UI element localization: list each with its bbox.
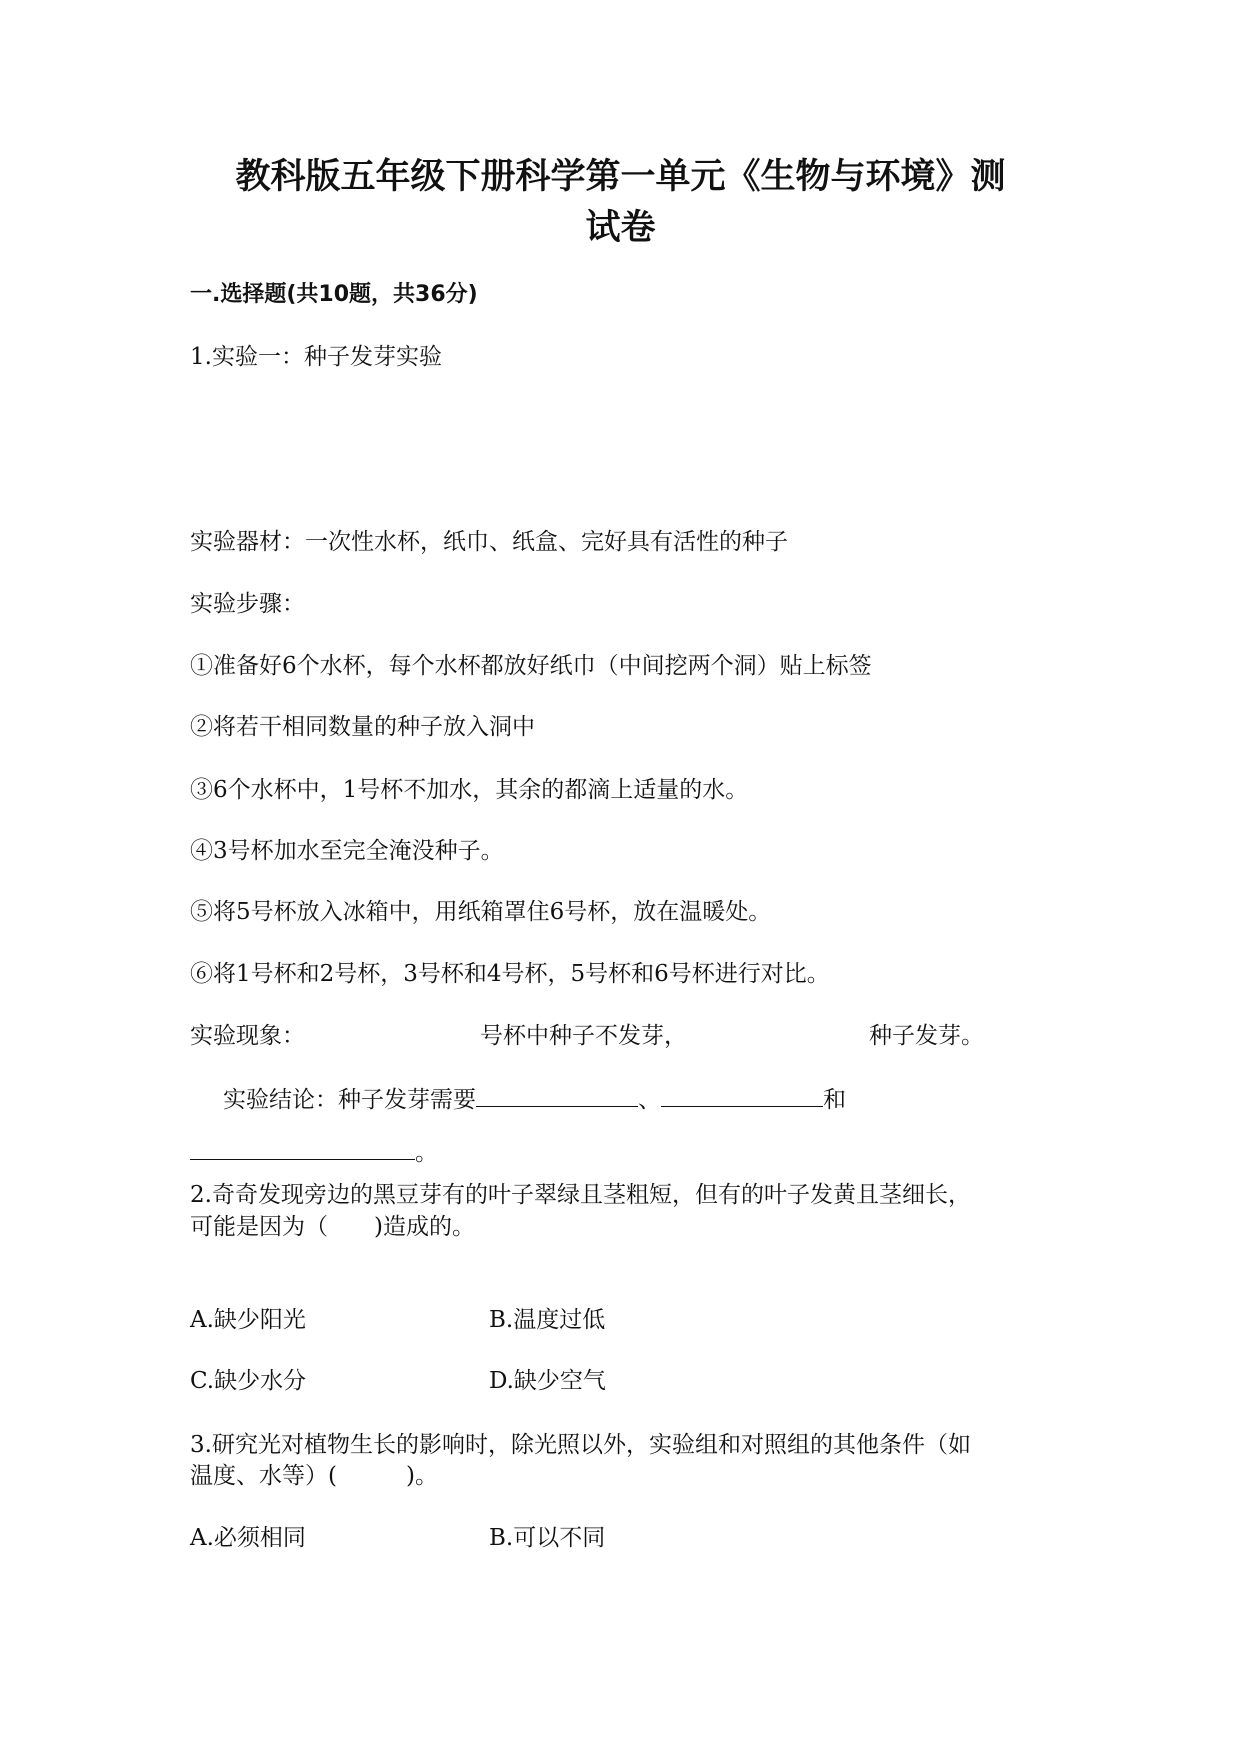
q3-stem: 3.研究光对植物生长的影响时，除光照以外，实验组和对照组的其他条件（如 xyxy=(190,1432,971,1458)
separator: 和 xyxy=(823,1087,846,1113)
section-heading: 一.选择题(共10题，共36分) xyxy=(190,282,478,307)
q1-step: ⑤将5号杯放入冰箱中，用纸箱罩住6号杯，放在温暖处。 xyxy=(190,899,772,925)
q1-step: ④3号杯加水至完全淹没种子。 xyxy=(190,838,504,864)
q1-step: ⑥将1号杯和2号杯，3号杯和4号杯，5号杯和6号杯进行对比。 xyxy=(190,961,830,987)
answer-blank[interactable] xyxy=(190,1137,415,1160)
page-title: 教科版五年级下册科学第一单元《生物与环境》测 xyxy=(235,157,1006,197)
q2-option-b[interactable]: B.温度过低 xyxy=(489,1307,606,1333)
q1-step: ①准备好6个水杯，每个水杯都放好纸巾（中间挖两个洞）贴上标签 xyxy=(190,653,872,679)
q1-phenomena-label: 实验现象： xyxy=(190,1023,305,1049)
q1-step: ②将若干相同数量的种子放入洞中 xyxy=(190,714,535,740)
answer-blank[interactable] xyxy=(476,1084,638,1107)
q1-step: ③6个水杯中，1号杯不加水，其余的都滴上适量的水。 xyxy=(190,777,749,803)
q1-steps-label: 实验步骤： xyxy=(190,591,305,617)
q1-conclusion xyxy=(223,1084,846,1114)
q1-conclusion-cont xyxy=(190,1137,438,1167)
q1-phenomena-mid: 号杯中种子不发芽， xyxy=(480,1023,687,1049)
q1-stem: 1.实验一：种子发芽实验 xyxy=(190,344,442,370)
q1-conclusion-label: 实验结论：种子发芽需要 xyxy=(223,1087,476,1113)
q1-materials: 实验器材：一次性水杯，纸巾、纸盒、完好具有活性的种子 xyxy=(190,529,788,555)
q2-stem: 2.奇奇发现旁边的黑豆芽有的叶子翠绿且茎粗短，但有的叶子发黄且茎细长， xyxy=(190,1182,971,1208)
answer-blank[interactable] xyxy=(661,1084,823,1107)
q2-stem-cont: 可能是因为（ )造成的。 xyxy=(190,1214,475,1240)
q2-option-c[interactable]: C.缺少水分 xyxy=(190,1368,307,1394)
period: 。 xyxy=(415,1140,438,1166)
q3-option-a[interactable]: A.必须相同 xyxy=(190,1525,306,1551)
separator: 、 xyxy=(638,1087,661,1113)
page-title-cont: 试卷 xyxy=(585,208,656,248)
q2-option-d[interactable]: D.缺少空气 xyxy=(489,1368,606,1394)
q3-option-b[interactable]: B.可以不同 xyxy=(489,1525,606,1551)
q2-option-a[interactable]: A.缺少阳光 xyxy=(190,1307,306,1333)
q3-stem-cont: 温度、水等）( )。 xyxy=(190,1463,438,1489)
q1-phenomena-end: 种子发芽。 xyxy=(869,1023,984,1049)
